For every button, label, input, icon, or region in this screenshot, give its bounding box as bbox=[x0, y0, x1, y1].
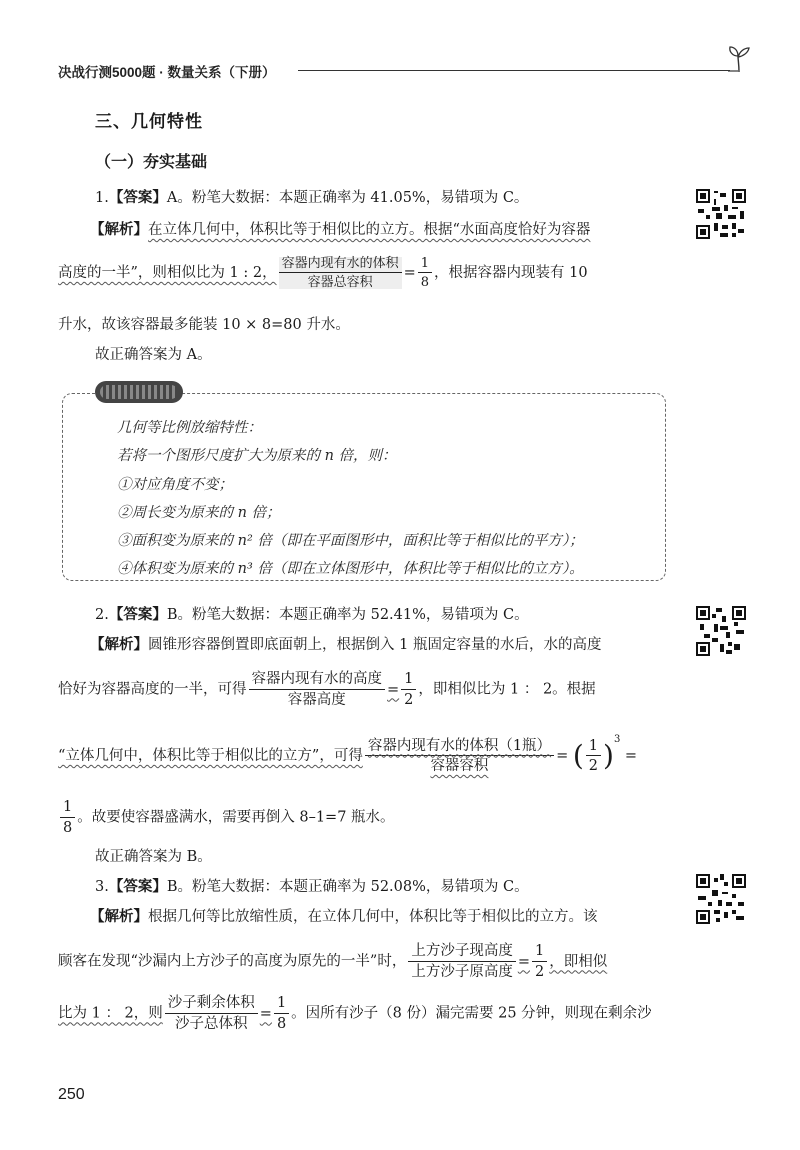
q3-answer-label: 【答案】 bbox=[108, 879, 167, 895]
q2-f1-result-numerator: 1 bbox=[401, 672, 416, 690]
q2-analysis-line3: “立体几何中，体积比等于相似比的立方”，可得 $\frac{\text{容器内现有水的体积（1瓶）}}{\text{容器容积}}$ = ( $\frac{1}{2}$ )$^3$ = bbox=[58, 734, 638, 774]
q2-line3-pre: “立体几何中，体积比等于相似比的立方”，可得 bbox=[58, 748, 363, 764]
q2-paren-left: ( bbox=[572, 739, 584, 772]
q2-answer-text: B。粉笔大数据：本题正确率为 52.41%，易错项为 C。 bbox=[166, 607, 529, 623]
note-title: 几何等比例放缩特性： bbox=[117, 420, 262, 436]
q2-analysis-text1: 圆锥形容器倒置即底面朝上，根据倒入 1 瓶固定容量的水后，水的高度 bbox=[148, 637, 602, 653]
q3-f2-result-numerator: 1 bbox=[274, 996, 289, 1014]
q3-analysis-line3 bbox=[58, 996, 652, 1031]
q3-f1-denominator: 上方沙子原高度 bbox=[411, 963, 513, 980]
q2-analysis-line4 bbox=[58, 800, 395, 835]
q3-volume-ratio-expression: $\frac{\text{沙子剩余体积}}{\text{沙子总体积}}$ = $\frac{1}{8}$ bbox=[163, 1006, 291, 1022]
q1-analysis-text1: 在立体几何中，体积比等于相似比的立方。根据“水面高度恰好为容器 bbox=[148, 222, 591, 238]
q1-answer-label: 【答案】 bbox=[108, 190, 167, 206]
q2-conclusion: 故正确答案为 B。 bbox=[95, 849, 212, 865]
q2-f1-denominator: 容器高度 bbox=[287, 691, 346, 708]
q3-f1-result-numerator: 1 bbox=[532, 944, 547, 962]
q1-analysis-label: 【解析】 bbox=[90, 222, 148, 238]
note-line-5: ④体积变为原来的 n³ 倍（即在立体图形中，体积比等于相似比的立方）。 bbox=[117, 561, 584, 577]
note-line-4: ③面积变为原来的 n² 倍（即在平面图形中，面积比等于相似比的平方）； bbox=[117, 533, 584, 549]
q2-line4-numerator: 1 bbox=[60, 800, 75, 818]
q3-answer-line bbox=[95, 880, 529, 895]
q2-number: 2. bbox=[95, 607, 109, 623]
q3-fraction-volume bbox=[165, 996, 258, 1031]
q1-fraction-result bbox=[418, 257, 432, 289]
q2-answer-label: 【答案】 bbox=[108, 607, 167, 623]
q2-exponent: 3 bbox=[613, 734, 621, 745]
q3-answer-text: B。粉笔大数据：本题正确率为 52.08%，易错项为 C。 bbox=[166, 879, 529, 895]
q1-analysis-line3: 升水，故该容器最多能装 10 × 8=80 升水。 bbox=[58, 317, 350, 333]
q1-equals: = bbox=[403, 265, 416, 281]
q2-analysis-label: 【解析】 bbox=[90, 637, 148, 653]
q2-fraction-ratio bbox=[586, 739, 601, 774]
q3-f1-numerator: 上方沙子现高度 bbox=[408, 944, 516, 962]
q1-analysis-line1 bbox=[90, 223, 590, 238]
q2-line4-denominator: 8 bbox=[63, 819, 73, 836]
q2-fraction-volume bbox=[365, 739, 554, 774]
subsection-title: （一）夯实基础 bbox=[95, 154, 208, 171]
q3-height-ratio-expression: $\frac{\text{上方沙子现高度}}{\text{上方沙子原高度}}$ = $\frac{1}{2}$ ，即相似 bbox=[406, 954, 607, 970]
q2-f2-ratio-denominator: 2 bbox=[588, 758, 598, 774]
sprout-icon bbox=[726, 44, 752, 74]
q2-f1-result-denominator: 2 bbox=[404, 691, 414, 708]
header-rule bbox=[298, 70, 730, 71]
q3-line2-post: ，即相似 bbox=[549, 953, 608, 970]
q1-answer-text: A。粉笔大数据：本题正确率为 41.05%，易错项为 C。 bbox=[166, 190, 529, 206]
q1-analysis-text2-post: ，根据容器内现装有 10 bbox=[434, 265, 588, 281]
section-title: 三、几何特性 bbox=[95, 112, 203, 131]
note-line-3: ②周长变为原来的 n 倍； bbox=[117, 505, 281, 521]
q1-analysis-text2: 高度的一半”，则相似比为 1 : 2， bbox=[58, 265, 277, 281]
q1-fraction-volume bbox=[279, 257, 402, 289]
q3-f2-numerator: 沙子剩余体积 bbox=[165, 996, 258, 1014]
q3-fraction-half bbox=[532, 944, 547, 979]
q2-line2-pre: 恰好为容器高度的一半，可得 bbox=[58, 681, 247, 698]
note-line-1: 若将一个图形尺度扩大为原来的 n 倍，则： bbox=[117, 448, 397, 464]
q3-f2-denominator: 沙子总体积 bbox=[175, 1015, 248, 1032]
q2-line2-post: ，即相似比为 1 ： 2。根据 bbox=[418, 681, 596, 698]
q3-analysis-label: 【解析】 bbox=[90, 909, 148, 925]
q1-result-denominator: 8 bbox=[420, 275, 430, 290]
q3-f2-result-denominator: 8 bbox=[276, 1015, 287, 1032]
q2-paren-right: ) bbox=[603, 739, 614, 772]
q2-analysis-line2 bbox=[58, 672, 596, 707]
q2-f2-numerator: 容器内现有水的体积（1瓶） bbox=[365, 739, 554, 757]
note-tag-pattern bbox=[100, 385, 178, 399]
q1-fraction-numerator: 容器内现有水的体积 bbox=[279, 257, 402, 273]
q3-analysis-text1: 根据几何等比放缩性质，在立体几何中，体积比等于相似比的立方。该 bbox=[148, 909, 598, 925]
q2-fraction-eighth bbox=[60, 800, 75, 835]
q1-result-numerator: 1 bbox=[418, 257, 432, 273]
q2-f2-ratio-numerator: 1 bbox=[586, 739, 601, 757]
q2-f1-numerator: 容器内现有水的高度 bbox=[249, 672, 386, 690]
q1-analysis-line2 bbox=[58, 257, 588, 289]
q3-fraction-eighth bbox=[274, 996, 289, 1031]
q3-fraction-height bbox=[408, 944, 516, 979]
note-line-2: ①对应角度不变； bbox=[117, 477, 233, 493]
page-number: 250 bbox=[58, 1086, 85, 1103]
qr-code-icon[interactable] bbox=[696, 874, 746, 924]
q1-number: 1. bbox=[95, 190, 109, 206]
qr-code-icon[interactable] bbox=[696, 606, 746, 656]
running-header-title: 决战行测5000题 · 数量关系（下册） bbox=[58, 65, 276, 80]
q1-answer-line bbox=[95, 191, 528, 206]
q3-f1-result-denominator: 2 bbox=[534, 963, 545, 980]
q3-line2-pre: 顾客在发现“沙漏内上方沙子的高度为原先的一半”时， bbox=[58, 953, 407, 970]
q2-f2-denominator: 容器容积 bbox=[430, 758, 489, 774]
q1-fraction-denominator: 容器总容积 bbox=[307, 275, 373, 290]
q2-line4-text: 。故要使容器盛满水，需要再倒入 8–1=7 瓶水。 bbox=[77, 809, 395, 826]
q1-conclusion: 故正确答案为 A。 bbox=[95, 347, 212, 363]
q2-fraction-half bbox=[401, 672, 416, 707]
q2-height-ratio-expression: $\frac{\text{容器内现有水的高度}}{\text{容器高度}}$ = $\frac{1}{2}$ bbox=[247, 682, 419, 698]
qr-code-icon[interactable] bbox=[696, 189, 746, 239]
q2-answer-line bbox=[95, 608, 529, 623]
q2-fraction-height bbox=[249, 672, 386, 707]
q3-line3-pre: 比为 1 ： 2，则 bbox=[58, 1005, 163, 1022]
q3-analysis-line1 bbox=[90, 910, 598, 925]
q2-analysis-line1 bbox=[90, 638, 601, 653]
q3-analysis-line2 bbox=[58, 944, 607, 979]
q3-number: 3. bbox=[95, 879, 109, 895]
q3-line3-post: 。因所有沙子（8 份）漏完需要 25 分钟，则现在剩余沙 bbox=[291, 1005, 652, 1022]
